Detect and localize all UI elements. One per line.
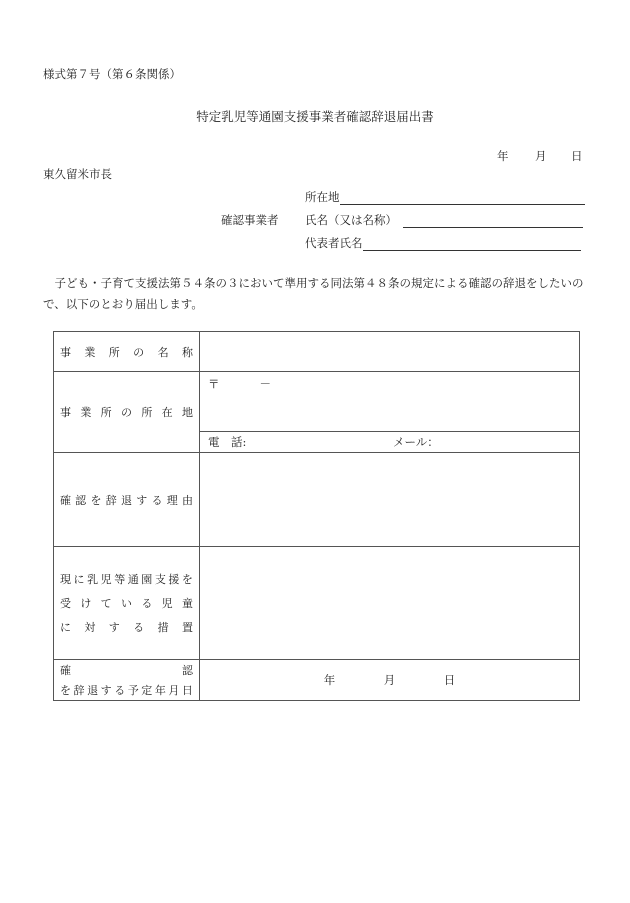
facility-address-field[interactable] [200, 372, 580, 432]
applicant-label: 確認事業者 [221, 213, 279, 227]
label-char: 措 [157, 621, 169, 634]
label-char: 対 [84, 621, 96, 634]
label-char: を [181, 573, 193, 586]
label-line [60, 662, 193, 678]
label-char: の [120, 406, 132, 419]
label-char: 園 [141, 573, 153, 586]
label-char: 等 [114, 573, 126, 586]
representative-row [305, 235, 581, 251]
facility-name-label [54, 332, 200, 372]
label-char: を [90, 493, 102, 507]
label-char: す [100, 684, 112, 697]
phone-label: 電 話: [208, 435, 247, 449]
reason-field[interactable] [200, 453, 580, 547]
submission-date[interactable] [497, 148, 583, 164]
addressee: 東久留米市長 [43, 167, 112, 181]
postal-dash: － [259, 377, 271, 391]
table-row-reason [54, 453, 580, 547]
label-char: 退 [121, 493, 132, 507]
applicant-name-row [305, 212, 583, 228]
representative-field[interactable] [363, 238, 581, 251]
label-char: 退 [87, 684, 99, 697]
withdrawal-day: 日 [443, 673, 456, 687]
applicant-name-field[interactable] [403, 215, 583, 228]
label-char: す [108, 621, 120, 634]
child-measures-label [54, 547, 200, 660]
table-row-withdrawal-date [54, 660, 580, 701]
label-char: の [133, 345, 145, 359]
date-month: 月 [535, 149, 547, 163]
email-label: メール： [393, 435, 439, 449]
withdrawal-date-field[interactable] [200, 660, 580, 701]
date-day: 日 [571, 149, 583, 163]
label-char: 辞 [73, 684, 85, 697]
label-char: 置 [181, 621, 193, 634]
applicant-address-field[interactable] [340, 192, 585, 205]
label-char: 通 [127, 573, 139, 586]
label-char: に [73, 573, 85, 586]
label-char: 児 [161, 597, 173, 610]
contact-field[interactable] [200, 432, 580, 453]
label-char: 日 [181, 684, 193, 697]
notification-table [53, 331, 580, 701]
postal-mark: 〒 [208, 377, 220, 391]
label-char: 支 [154, 573, 166, 586]
representative-label: 代表者氏名 [305, 236, 363, 250]
label-line [60, 595, 193, 611]
label-char: る [114, 684, 126, 697]
label-char: 事 [60, 406, 71, 419]
child-measures-field[interactable] [200, 547, 580, 660]
label-char: 確 [60, 493, 71, 507]
label-char: 援 [168, 573, 180, 586]
label-char: 地 [181, 406, 193, 419]
table-row-facility-name [54, 332, 580, 372]
label-char: る [151, 493, 163, 507]
label-char: 乳 [87, 573, 99, 586]
label-char: 所 [100, 406, 112, 419]
label-char: 名 [157, 345, 169, 359]
table-row-facility-address [54, 372, 580, 432]
table-row-child-measures [54, 547, 580, 660]
label-char: 理 [166, 493, 178, 507]
label-char: 認 [182, 664, 193, 677]
label-char: る [133, 621, 145, 634]
withdrawal-date-label [54, 660, 200, 701]
label-line [60, 619, 193, 635]
label-char: 認 [75, 493, 87, 507]
date-year: 年 [497, 149, 509, 163]
label-char: 称 [181, 345, 193, 359]
label-char: 事 [60, 345, 71, 359]
label-char: 年 [154, 684, 166, 697]
applicant-name-label: 氏名（又は名称） [305, 213, 397, 227]
label-char: 定 [141, 684, 153, 697]
applicant-address-label: 所在地 [305, 190, 340, 204]
label-char: 業 [80, 406, 92, 419]
label-char: 現 [60, 573, 71, 586]
label-char: 確 [60, 664, 71, 677]
label-char: 業 [84, 345, 96, 359]
label-char: に [60, 621, 71, 634]
label-char: 在 [161, 406, 173, 419]
label-char: 辞 [105, 493, 117, 507]
label-char: 由 [182, 493, 193, 507]
label-char: 受 [60, 597, 71, 610]
label-char: て [100, 597, 112, 610]
applicant-address-row [305, 189, 585, 205]
form-number: 様式第７号（第６条関係） [43, 67, 181, 81]
withdrawal-year: 年 [323, 673, 336, 687]
statement-paragraph: 子ども・子育て支援法第５４条の３において準用する同法第４８条の規定による確認の辞退をしたいので、以下のとおり届出します。 [43, 276, 584, 311]
label-char: 童 [181, 597, 193, 610]
label-char: 児 [100, 573, 112, 586]
label-char: 所 [108, 345, 120, 359]
label-char: い [120, 597, 132, 610]
label-char: る [141, 597, 153, 610]
label-char: 予 [127, 684, 139, 697]
reason-label [54, 453, 200, 547]
label-char: す [136, 493, 148, 507]
label-char: 所 [141, 406, 153, 419]
withdrawal-month: 月 [383, 673, 396, 687]
label-char: 月 [168, 684, 180, 697]
label-char: け [80, 597, 92, 610]
label-line [60, 571, 193, 587]
document-title: 特定乳児等通園支援事業者確認辞退届出書 [196, 109, 434, 124]
facility-name-field[interactable] [200, 332, 580, 372]
label-char: を [60, 684, 71, 697]
facility-address-label [54, 372, 200, 453]
label-line [60, 682, 193, 698]
